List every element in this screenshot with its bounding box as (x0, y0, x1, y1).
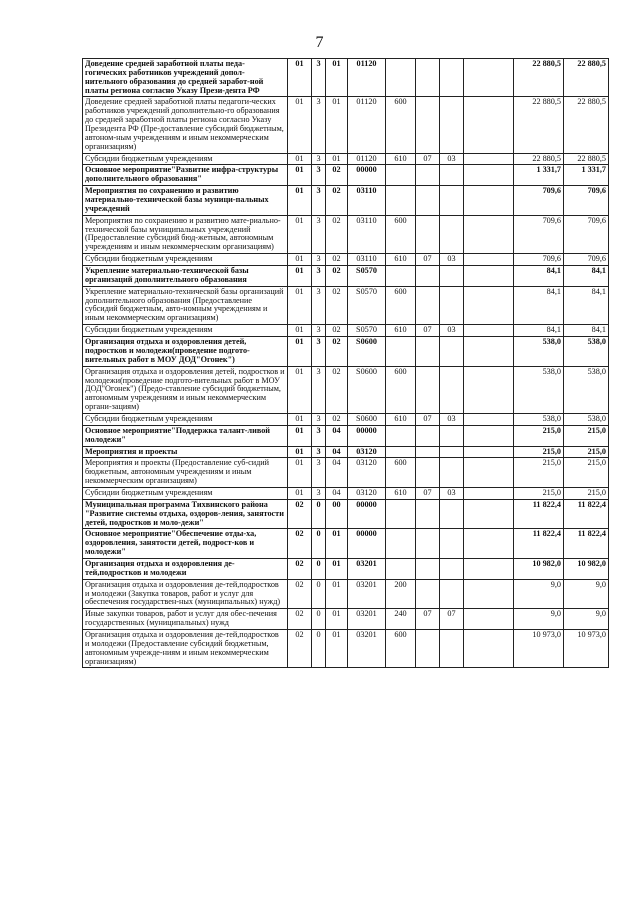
event-code: 02 (326, 286, 348, 324)
amount-planned: 84,1 (514, 325, 564, 337)
direction-code: S0600 (348, 337, 386, 367)
program-code: 01 (288, 266, 312, 287)
amount-planned: 215,0 (514, 425, 564, 446)
extra-code (464, 266, 514, 287)
amount-total: 215,0 (564, 487, 609, 499)
amount-total: 22 880,5 (564, 153, 609, 165)
expense-type-code: 240 (386, 609, 416, 630)
amount-total: 22 880,5 (564, 59, 609, 97)
table-row (83, 579, 609, 609)
row-name: Укрепление материально-технической базы организаций дополнительного образования (83, 266, 288, 287)
subprogram-code: 3 (312, 337, 326, 367)
subprogram-code: 0 (312, 499, 326, 529)
extra-code (464, 609, 514, 630)
subsection-code (440, 425, 464, 446)
subsection-code (440, 558, 464, 579)
row-name: Субсидии бюджетным учреждениям (83, 153, 288, 165)
expense-type-code: 600 (386, 629, 416, 667)
program-code: 02 (288, 529, 312, 559)
program-code: 01 (288, 458, 312, 488)
event-code: 04 (326, 446, 348, 458)
subprogram-code: 0 (312, 558, 326, 579)
subprogram-code: 3 (312, 153, 326, 165)
amount-planned: 11 822,4 (514, 499, 564, 529)
page-number: 7 (315, 34, 324, 51)
event-code: 01 (326, 579, 348, 609)
budget-table-body (83, 59, 609, 668)
subprogram-code: 3 (312, 325, 326, 337)
section-code: 07 (416, 254, 440, 266)
subprogram-code: 0 (312, 609, 326, 630)
direction-code: 00000 (348, 425, 386, 446)
amount-total: 709,6 (564, 186, 609, 216)
program-code: 01 (288, 337, 312, 367)
extra-code (464, 59, 514, 97)
amount-total: 1 331,7 (564, 165, 609, 186)
extra-code (464, 487, 514, 499)
amount-total: 10 973,0 (564, 629, 609, 667)
event-code: 02 (326, 366, 348, 413)
subsection-code (440, 186, 464, 216)
row-name: Иные закупки товаров, работ и услуг для обес-печения государственных (муниципальных) нужд (83, 609, 288, 630)
event-code: 02 (326, 325, 348, 337)
direction-code: 00000 (348, 165, 386, 186)
section-code (416, 97, 440, 153)
subsection-code (440, 366, 464, 413)
event-code: 02 (326, 337, 348, 367)
budget-table (82, 58, 609, 668)
amount-planned: 1 331,7 (514, 165, 564, 186)
direction-code: 03110 (348, 215, 386, 253)
subprogram-code: 3 (312, 487, 326, 499)
table-row (83, 487, 609, 499)
direction-code: 03110 (348, 254, 386, 266)
extra-code (464, 446, 514, 458)
subsection-code: 03 (440, 413, 464, 425)
program-code: 01 (288, 254, 312, 266)
event-code: 02 (326, 413, 348, 425)
extra-code (464, 499, 514, 529)
event-code: 02 (326, 165, 348, 186)
table-row (83, 286, 609, 324)
subprogram-code: 3 (312, 425, 326, 446)
table-row (83, 97, 609, 153)
table-row (83, 558, 609, 579)
subsection-code: 03 (440, 153, 464, 165)
row-name: Организация отдыха и оздоровления де-тей,подростков и молодежи (Предоставление субсидий бюджетным, автономным учрежде-ниям и иным некоммерческим организациям) (83, 629, 288, 667)
program-code: 01 (288, 186, 312, 216)
amount-planned: 9,0 (514, 609, 564, 630)
direction-code: 03201 (348, 629, 386, 667)
program-code: 01 (288, 97, 312, 153)
program-code: 01 (288, 325, 312, 337)
direction-code: S0570 (348, 286, 386, 324)
subprogram-code: 3 (312, 254, 326, 266)
expense-type-code: 610 (386, 413, 416, 425)
section-code (416, 186, 440, 216)
direction-code: S0570 (348, 266, 386, 287)
subprogram-code: 0 (312, 579, 326, 609)
subsection-code (440, 286, 464, 324)
section-code (416, 446, 440, 458)
row-name: Субсидии бюджетным учреждениям (83, 487, 288, 499)
program-code: 01 (288, 487, 312, 499)
amount-total: 9,0 (564, 609, 609, 630)
subprogram-code: 3 (312, 165, 326, 186)
row-name: Мероприятия по сохранению и развитию мате-риально-технической базы муниципальных учреждений (Предоставление субсидий бюд-жетным, автономным учреждениям и иным некоммерческим организациям) (83, 215, 288, 253)
program-code: 01 (288, 215, 312, 253)
subsection-code: 07 (440, 609, 464, 630)
section-code (416, 366, 440, 413)
amount-total: 538,0 (564, 413, 609, 425)
direction-code: 03201 (348, 558, 386, 579)
subsection-code (440, 458, 464, 488)
subsection-code: 03 (440, 325, 464, 337)
direction-code: S0570 (348, 325, 386, 337)
amount-planned: 215,0 (514, 487, 564, 499)
program-code: 02 (288, 609, 312, 630)
section-code (416, 59, 440, 97)
subsection-code (440, 97, 464, 153)
event-code: 01 (326, 558, 348, 579)
event-code: 02 (326, 186, 348, 216)
row-name: Доведение средней заработной платы педа-гогических работников учреждений допол-нительного образования до средней заработ-ной платы региона согласно Указу Прези-дента РФ (83, 59, 288, 97)
event-code: 00 (326, 499, 348, 529)
section-code (416, 458, 440, 488)
table-row (83, 153, 609, 165)
program-code: 01 (288, 153, 312, 165)
subprogram-code: 0 (312, 529, 326, 559)
extra-code (464, 413, 514, 425)
subprogram-code: 3 (312, 215, 326, 253)
expense-type-code: 610 (386, 254, 416, 266)
row-name: Мероприятия и проекты (Предоставление суб-сидий бюджетным, автономным учреждениям и иным некоммерческим организациям) (83, 458, 288, 488)
section-code: 07 (416, 153, 440, 165)
row-name: Организация отдыха и оздоровления де-тей,подростков и молодежи (Закупка товаров, работ и услуг для обеспечения государствен-ных (муниципальных) нужд) (83, 579, 288, 609)
subsection-code (440, 266, 464, 287)
direction-code: 00000 (348, 499, 386, 529)
subsection-code (440, 446, 464, 458)
table-row (83, 165, 609, 186)
direction-code: S0600 (348, 413, 386, 425)
subprogram-code: 3 (312, 286, 326, 324)
event-code: 04 (326, 425, 348, 446)
expense-type-code (386, 425, 416, 446)
subprogram-code: 3 (312, 97, 326, 153)
amount-planned: 538,0 (514, 337, 564, 367)
amount-total: 709,6 (564, 215, 609, 253)
event-code: 01 (326, 97, 348, 153)
event-code: 04 (326, 487, 348, 499)
amount-planned: 9,0 (514, 579, 564, 609)
subsection-code (440, 59, 464, 97)
amount-total: 11 822,4 (564, 499, 609, 529)
event-code: 02 (326, 215, 348, 253)
expense-type-code: 600 (386, 215, 416, 253)
direction-code: 01120 (348, 59, 386, 97)
extra-code (464, 425, 514, 446)
amount-total: 11 822,4 (564, 529, 609, 559)
expense-type-code: 600 (386, 366, 416, 413)
extra-code (464, 254, 514, 266)
amount-planned: 22 880,5 (514, 97, 564, 153)
expense-type-code (386, 558, 416, 579)
section-code (416, 529, 440, 559)
amount-total: 538,0 (564, 366, 609, 413)
row-name: Мероприятия и проекты (83, 446, 288, 458)
expense-type-code (386, 59, 416, 97)
extra-code (464, 165, 514, 186)
amount-planned: 22 880,5 (514, 59, 564, 97)
amount-total: 84,1 (564, 325, 609, 337)
table-row (83, 413, 609, 425)
table-row (83, 337, 609, 367)
table-row (83, 366, 609, 413)
subprogram-code: 3 (312, 366, 326, 413)
table-row (83, 186, 609, 216)
amount-planned: 11 822,4 (514, 529, 564, 559)
amount-total: 215,0 (564, 458, 609, 488)
row-name: Организация отдыха и оздоровления детей, подростков и молодежи(проведение подгото-вительных работ в МОУ ДОД"Огонек") (Предо-ставление субсидий бюджетным, автономным учреждениям и иным некоммерческим органи-зациям) (83, 366, 288, 413)
row-name: Муниципальная программа Тихвинского района "Развитие системы отдыха, оздоров-ления, занятости детей, подростков и моло-дежи" (83, 499, 288, 529)
extra-code (464, 286, 514, 324)
section-code (416, 165, 440, 186)
program-code: 02 (288, 558, 312, 579)
table-row (83, 446, 609, 458)
direction-code: 03110 (348, 186, 386, 216)
amount-total: 84,1 (564, 286, 609, 324)
extra-code (464, 153, 514, 165)
section-code (416, 558, 440, 579)
amount-total: 22 880,5 (564, 97, 609, 153)
row-name: Основное мероприятие"Поддержка талант-ливой молодежи" (83, 425, 288, 446)
extra-code (464, 325, 514, 337)
event-code: 01 (326, 153, 348, 165)
amount-planned: 84,1 (514, 286, 564, 324)
extra-code (464, 579, 514, 609)
row-name: Основное мероприятие"Развитие инфра-структуры дополнительного образования" (83, 165, 288, 186)
expense-type-code: 610 (386, 325, 416, 337)
amount-total: 215,0 (564, 446, 609, 458)
program-code: 01 (288, 165, 312, 186)
direction-code: 03120 (348, 446, 386, 458)
row-name: Основное мероприятие"Обеспечение отды-ха, оздоровления, занятости детей, подрост-ков и молодежи" (83, 529, 288, 559)
amount-planned: 709,6 (514, 186, 564, 216)
subsection-code (440, 337, 464, 367)
amount-total: 709,6 (564, 254, 609, 266)
subsection-code (440, 499, 464, 529)
expense-type-code: 610 (386, 487, 416, 499)
event-code: 01 (326, 529, 348, 559)
row-name: Мероприятия по сохранению и развитию материально-технической базы муници-пальных учреждений (83, 186, 288, 216)
direction-code: 01120 (348, 153, 386, 165)
program-code: 01 (288, 59, 312, 97)
direction-code: 03201 (348, 579, 386, 609)
extra-code (464, 529, 514, 559)
program-code: 02 (288, 629, 312, 667)
event-code: 01 (326, 59, 348, 97)
subsection-code (440, 215, 464, 253)
subprogram-code: 3 (312, 186, 326, 216)
section-code (416, 337, 440, 367)
expense-type-code (386, 165, 416, 186)
subsection-code (440, 529, 464, 559)
row-name: Субсидии бюджетным учреждениям (83, 413, 288, 425)
program-code: 01 (288, 425, 312, 446)
event-code: 02 (326, 266, 348, 287)
expense-type-code (386, 529, 416, 559)
table-row (83, 425, 609, 446)
direction-code: 00000 (348, 529, 386, 559)
extra-code (464, 215, 514, 253)
subprogram-code: 0 (312, 629, 326, 667)
extra-code (464, 97, 514, 153)
program-code: 02 (288, 579, 312, 609)
event-code: 01 (326, 609, 348, 630)
direction-code: 03201 (348, 609, 386, 630)
expense-type-code (386, 446, 416, 458)
subprogram-code: 3 (312, 413, 326, 425)
direction-code: 01120 (348, 97, 386, 153)
table-row (83, 629, 609, 667)
table-row (83, 59, 609, 97)
amount-planned: 215,0 (514, 446, 564, 458)
direction-code: 03120 (348, 487, 386, 499)
subsection-code: 03 (440, 254, 464, 266)
table-row (83, 458, 609, 488)
amount-total: 9,0 (564, 579, 609, 609)
event-code: 01 (326, 629, 348, 667)
extra-code (464, 629, 514, 667)
row-name: Субсидии бюджетным учреждениям (83, 325, 288, 337)
amount-total: 84,1 (564, 266, 609, 287)
expense-type-code (386, 499, 416, 529)
section-code (416, 286, 440, 324)
section-code (416, 579, 440, 609)
expense-type-code (386, 337, 416, 367)
subprogram-code: 3 (312, 59, 326, 97)
program-code: 02 (288, 499, 312, 529)
table-row (83, 499, 609, 529)
section-code: 07 (416, 325, 440, 337)
table-row (83, 609, 609, 630)
table-row (83, 254, 609, 266)
amount-planned: 84,1 (514, 266, 564, 287)
subsection-code: 03 (440, 487, 464, 499)
amount-planned: 709,6 (514, 215, 564, 253)
event-code: 04 (326, 458, 348, 488)
table-row (83, 529, 609, 559)
amount-total: 10 982,0 (564, 558, 609, 579)
section-code (416, 215, 440, 253)
expense-type-code: 600 (386, 97, 416, 153)
section-code: 07 (416, 609, 440, 630)
expense-type-code: 610 (386, 153, 416, 165)
section-code (416, 629, 440, 667)
table-row (83, 215, 609, 253)
expense-type-code: 600 (386, 286, 416, 324)
extra-code (464, 337, 514, 367)
subsection-code (440, 165, 464, 186)
subprogram-code: 3 (312, 266, 326, 287)
amount-total: 215,0 (564, 425, 609, 446)
row-name: Укрепление материально-технической базы организаций дополнительного образования (Предоставление субсидий бюджетным, авто-номным учреждениям и иным некоммерческим организациям) (83, 286, 288, 324)
table-row (83, 266, 609, 287)
direction-code: S0600 (348, 366, 386, 413)
section-code: 07 (416, 413, 440, 425)
amount-planned: 538,0 (514, 366, 564, 413)
amount-planned: 538,0 (514, 413, 564, 425)
extra-code (464, 458, 514, 488)
subsection-code (440, 579, 464, 609)
table-row (83, 325, 609, 337)
row-name: Доведение средней заработной платы педагоги-ческих работников учреждений дополнительно-го образования до средней заработной платы региона согласно Указу Президента РФ (Пре-доставление субсидий бюджетным, автоном-ным учреждениям и иным некоммерческим организациям) (83, 97, 288, 153)
program-code: 01 (288, 366, 312, 413)
program-code: 01 (288, 446, 312, 458)
row-name: Субсидии бюджетным учреждениям (83, 254, 288, 266)
amount-total: 538,0 (564, 337, 609, 367)
event-code: 02 (326, 254, 348, 266)
expense-type-code (386, 266, 416, 287)
expense-type-code (386, 186, 416, 216)
subsection-code (440, 629, 464, 667)
extra-code (464, 186, 514, 216)
row-name: Организация отдыха и оздоровления де-тей,подростков и молодежи (83, 558, 288, 579)
amount-planned: 709,6 (514, 254, 564, 266)
program-code: 01 (288, 413, 312, 425)
section-code (416, 499, 440, 529)
extra-code (464, 366, 514, 413)
expense-type-code: 600 (386, 458, 416, 488)
subprogram-code: 3 (312, 458, 326, 488)
amount-planned: 215,0 (514, 458, 564, 488)
expense-type-code: 200 (386, 579, 416, 609)
amount-planned: 10 982,0 (514, 558, 564, 579)
section-code: 07 (416, 487, 440, 499)
subprogram-code: 3 (312, 446, 326, 458)
row-name: Организация отдыха и оздоровления детей, подростков и молодежи(проведение подгото-вительных работ в МОУ ДОД"Огонек") (83, 337, 288, 367)
section-code (416, 425, 440, 446)
extra-code (464, 558, 514, 579)
direction-code: 03120 (348, 458, 386, 488)
amount-planned: 22 880,5 (514, 153, 564, 165)
program-code: 01 (288, 286, 312, 324)
amount-planned: 10 973,0 (514, 629, 564, 667)
section-code (416, 266, 440, 287)
